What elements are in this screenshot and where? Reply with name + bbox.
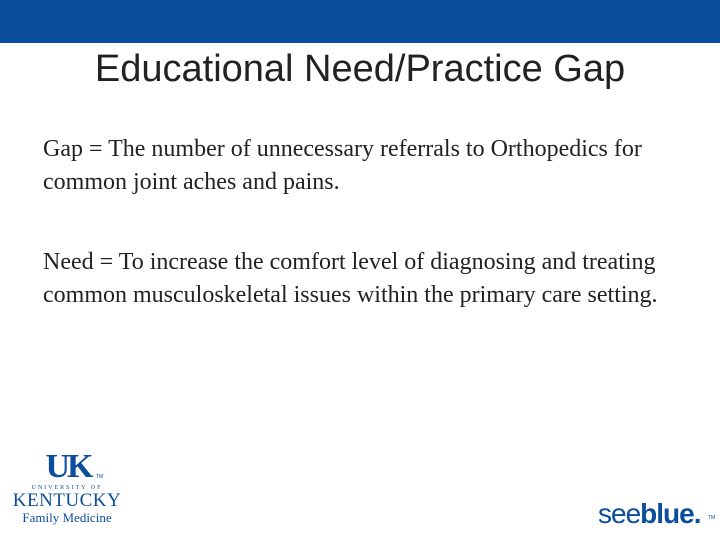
- header-bar: [0, 0, 720, 43]
- seeblue-see-text: see: [598, 498, 641, 529]
- uk-mark: [38, 448, 98, 485]
- seeblue-trademark: TM: [708, 515, 716, 521]
- uk-kentucky-text: KENTUCKY: [12, 490, 122, 511]
- uk-letters: UK: [45, 448, 91, 485]
- gap-paragraph: Gap = The number of unnecessary referrals to Orthopedics for common joint aches and pains.: [43, 136, 642, 195]
- uk-university-text: UNIVERSITY OF: [31, 485, 103, 491]
- seeblue-logo: [598, 497, 716, 531]
- uk-division-text: Family Medicine: [22, 510, 112, 525]
- slide-title: Educational Need/Practice Gap: [94, 48, 626, 90]
- need-paragraph: Need = To increase the comfort level of diagnosing and treating common musculoskeletal issues within the primary care setting.: [43, 249, 658, 308]
- uk-family-medicine-logo: [12, 448, 122, 527]
- seeblue-blue-text: blue.: [640, 498, 701, 529]
- uk-trademark: TM: [96, 474, 104, 480]
